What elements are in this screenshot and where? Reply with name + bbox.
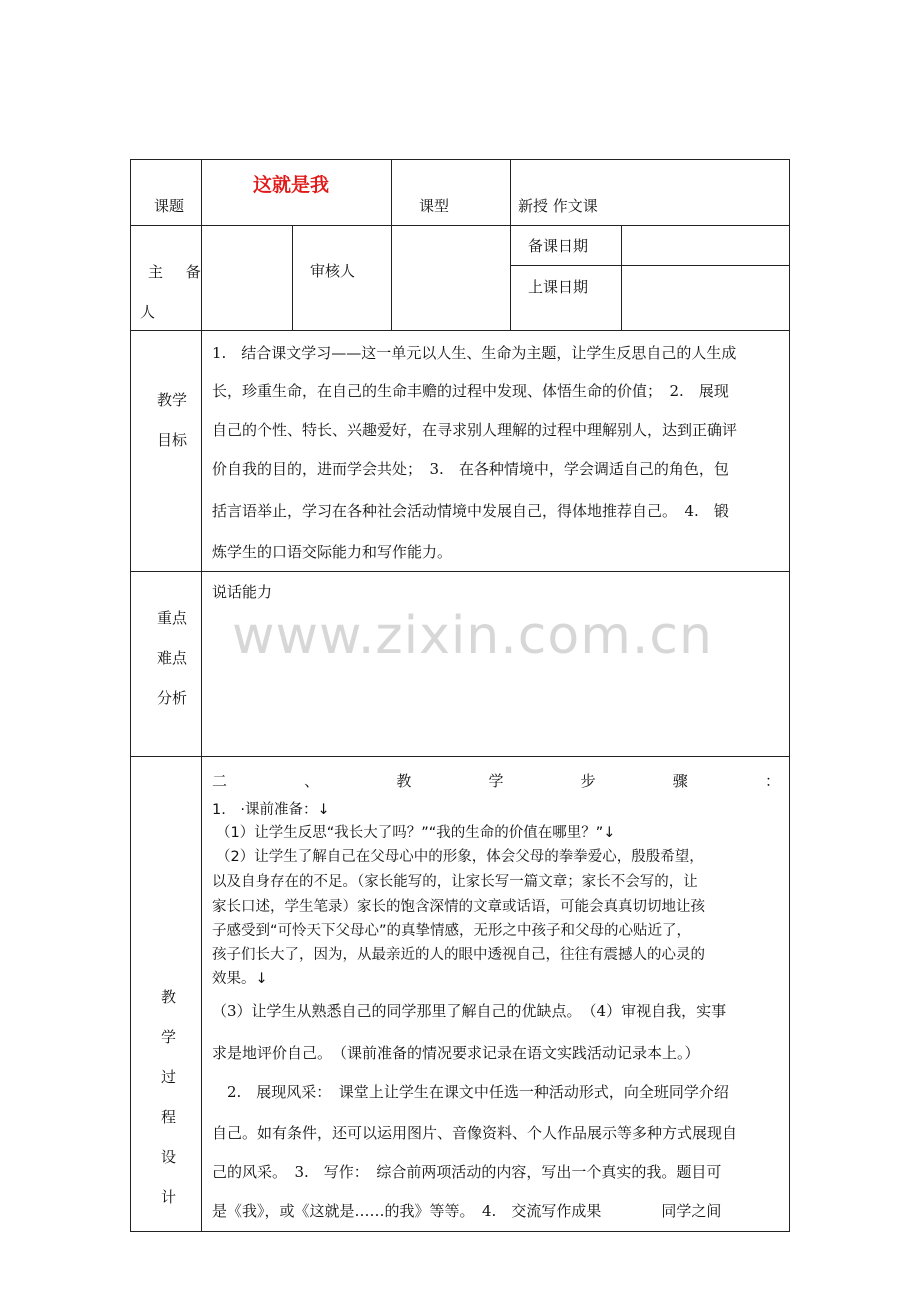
key-points-content: 说话能力 [212,583,273,601]
key-points-label-line3: 分析 [157,689,188,707]
heading-char: 、 [304,772,320,790]
heading-char: 骤 [672,772,688,790]
scan-line: 1. ·课前准备：↓ [212,802,330,818]
goals-line: 炼学生的口语交际能力和写作能力。 [212,543,453,561]
preparer-label-line2: 人 [140,303,156,321]
process-line: 2. 展现风采： 课堂上让学生在课文中任选一种活动形式，向全班同学介绍 [212,1083,729,1101]
heading-char: 步 [580,772,596,790]
class-date-label: 上课日期 [528,278,589,296]
scan-line: 孩子们长大了，因为，从最亲近的人的眼中透视自己，往往有震撼人的心灵的 [212,947,705,963]
process-label-char: 程 [161,1108,177,1126]
process-line: 是《我》，或《这就是……的我》等等。 4. 交流写作成果 同学之间 [212,1202,722,1220]
type-label: 课型 [419,197,450,215]
watermark-text: www.zixin.com.cn [232,606,713,666]
goals-label-line1: 教学 [157,391,188,409]
goals-line: 长，珍重生命，在自己的生命丰赡的过程中发现、体悟生命的价值； 2. 展现 [212,382,729,400]
process-label-char: 过 [161,1068,177,1086]
process-line: 求是地评价自己。 （课前准备的情况要求记录在语文实践活动记录本上。） [212,1044,700,1062]
scan-line: 效果。↓ [212,971,268,987]
process-label-char: 教 [161,988,177,1006]
goals-line: 价自我的目的，进而学会共处； 3. 在各种情境中，学会调适自己的角色，包 [212,460,729,478]
process-line: 自己。如有条件，还可以运用图片、音像资料、个人作品展示等多种方式展现自 [212,1124,738,1142]
goals-line: 自己的个性、特长、兴趣爱好，在寻求别人理解的过程中理解别人，达到正确评 [212,421,738,439]
scan-line: 子感受到“可怜天下父母心”的真挚情感，无形之中孩子和父母的心贴近了， [212,923,692,939]
course-title: 这就是我 [253,174,330,196]
process-label-char: 学 [161,1028,177,1046]
type-value: 新授 作文课 [518,197,598,215]
course-label: 课题 [154,197,185,215]
goals-line: 括言语举止，学习在各种社会活动情境中发展自己，得体地推荐自己。 4. 锻 [212,502,729,520]
process-label-char: 计 [161,1188,177,1206]
heading-char: 教 [396,772,412,790]
goals-label-line2: 目标 [157,431,188,449]
process-label-char: 设 [161,1148,177,1166]
prep-date-label: 备课日期 [528,237,589,255]
heading-char: ： [764,772,780,790]
goals-line: 1. 结合课文学习——这一单元以人生、生命为主题，让学生反思自己的人生成 [212,344,737,362]
key-points-label-line1: 重点 [157,609,188,627]
heading-char: 学 [488,772,504,790]
scan-line: （2）让学生了解自己在父母心中的形象，体会父母的拳拳爱心，殷殷希望， [216,849,704,865]
heading-char: 二 [212,772,228,790]
preparer-label-line1: 主 备 [148,263,210,281]
scan-line: 以及自身存在的不足。（家长能写的，让家长写一篇文章；家长不会写的，让 [212,874,698,890]
process-heading [212,770,780,791]
scan-line: （1）让学生反思“我长大了吗？”“我的生命的价值在哪里？”↓ [216,825,616,841]
key-points-label-line2: 难点 [157,649,188,667]
scan-line: 家长口述，学生笔录）家长的饱含深情的文章或话语，可能会真真切切地让孩 [212,899,705,915]
reviewer-label: 审核人 [310,262,356,280]
process-line: （3）让学生从熟悉自己的同学那里了解自己的优缺点。 （4）审视自我，实事 [212,1002,727,1020]
process-line: 己的风采。 3. 写作： 综合前两项活动的内容，写出一个真实的我。题目可 [212,1163,722,1181]
